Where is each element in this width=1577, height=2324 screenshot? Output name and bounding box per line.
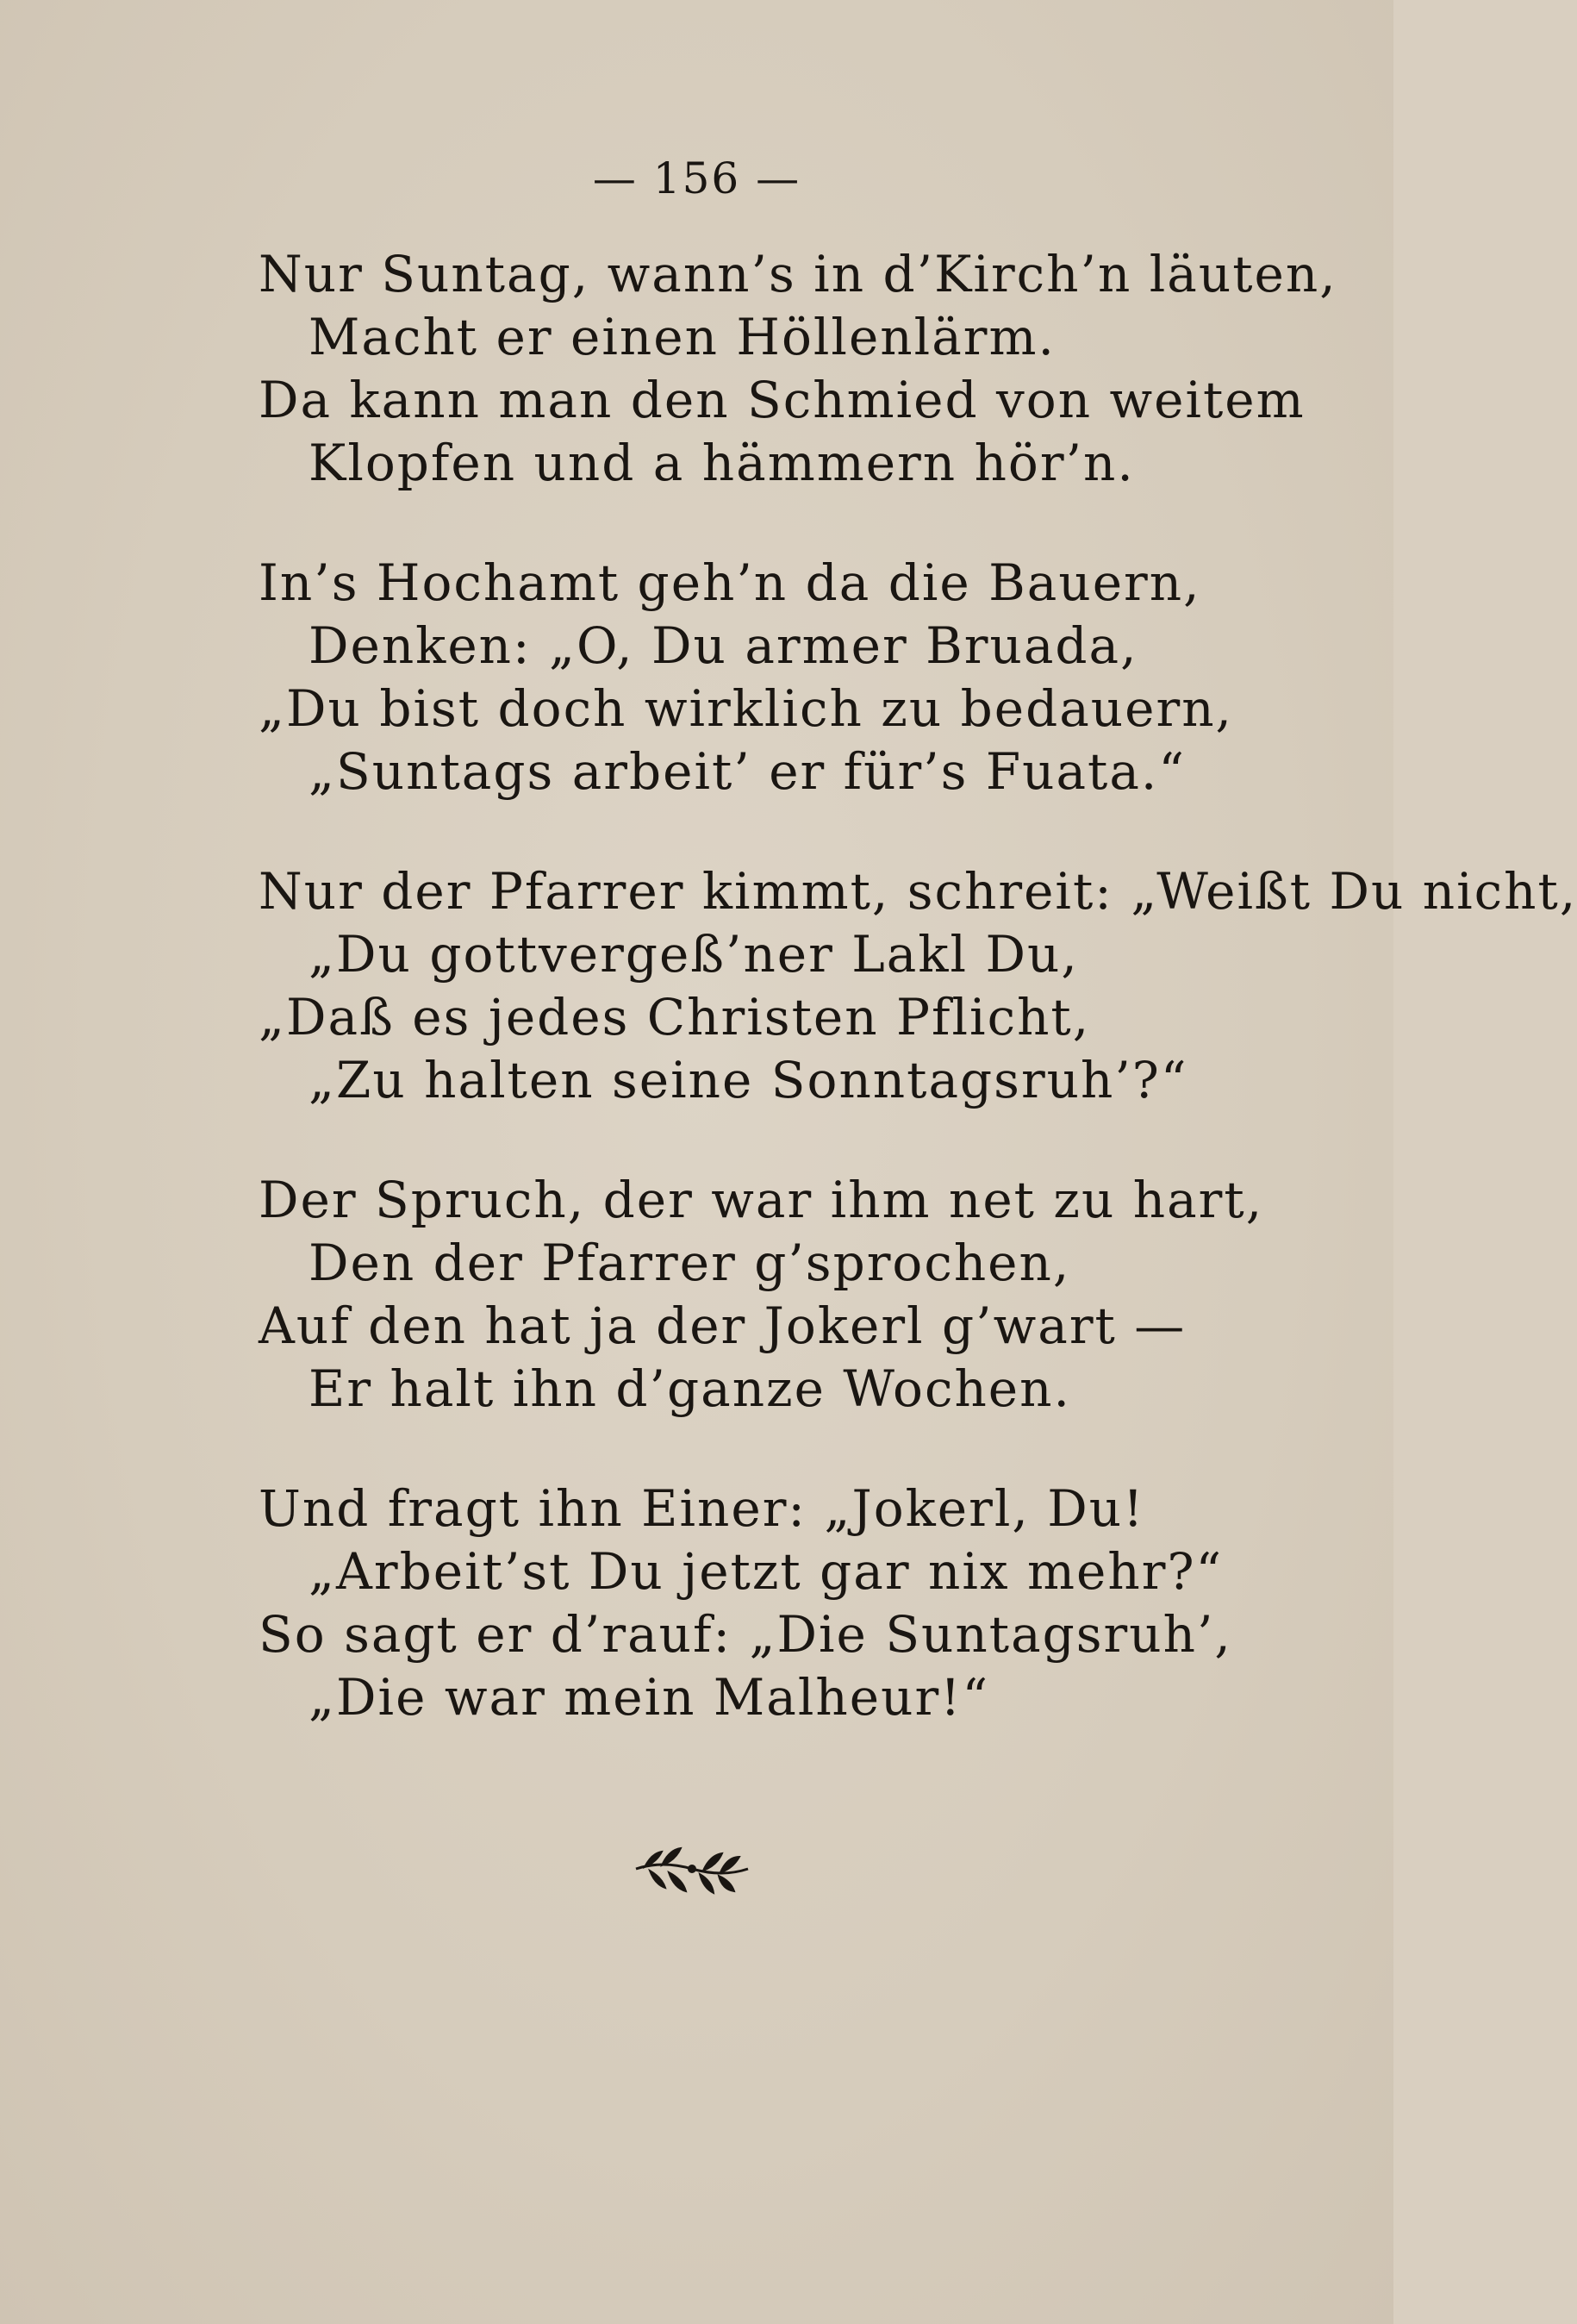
stanza-1 [259, 243, 1337, 495]
poem-line: Nur Suntag, wann’s in d’Kirch’n läuten, [259, 245, 1337, 303]
stanza-4 [259, 1169, 1293, 1421]
poem-line: Er halt ihn d’ganze Wochen. [309, 1359, 1071, 1418]
poem-line: Auf den hat ja der Jokerl g’wart — [259, 1296, 1187, 1355]
poem-line: „Suntags arbeit’ er für’s Fuata.“ [309, 742, 1187, 801]
poem-line: Nur der Pfarrer kimmt, schreit: „Weißt Du nicht, [259, 862, 1577, 921]
page-number: — 156 — [592, 153, 801, 203]
poem [259, 243, 1577, 1786]
poem-line: „Zu halten seine Sonntagsruh’?“ [309, 1051, 1188, 1109]
poem-line: Der Spruch, der war ihm net zu hart, [259, 1171, 1264, 1229]
poem-line: Klopfen und a hämmern hör’n. [309, 434, 1135, 492]
poem-line: „Du gottvergeß’ner Lakl Du, [309, 925, 1079, 984]
poem-line: Und fragt ihn Einer: „Jokerl, Du! [259, 1479, 1145, 1538]
poem-line: In’s Hochamt geh’n da die Bauern, [259, 553, 1201, 612]
poem-line: Macht er einen Höllenlärm. [309, 308, 1056, 366]
poem-line: Denken: „O, Du armer Bruada, [309, 616, 1138, 675]
poem-line: Den der Pfarrer g’sprochen, [309, 1234, 1071, 1292]
poem-line: „Du bist doch wirklich zu bedauern, [259, 679, 1233, 738]
poem-line: „Daß es jedes Christen Pflicht, [259, 988, 1091, 1046]
poem-line: Da kann man den Schmied von weitem [259, 371, 1306, 429]
stanza-3 [259, 860, 1577, 1112]
stanza-2 [259, 552, 1293, 803]
stanza-5 [259, 1477, 1293, 1729]
poem-line: „Die war mein Malheur!“ [309, 1668, 990, 1727]
leaf-sprig-ornament-icon [627, 1834, 757, 1903]
poem-line: „Arbeit’st Du jetzt gar nix mehr?“ [309, 1542, 1224, 1601]
poem-line: So sagt er d’rauf: „Die Suntagsruh’, [259, 1605, 1232, 1664]
